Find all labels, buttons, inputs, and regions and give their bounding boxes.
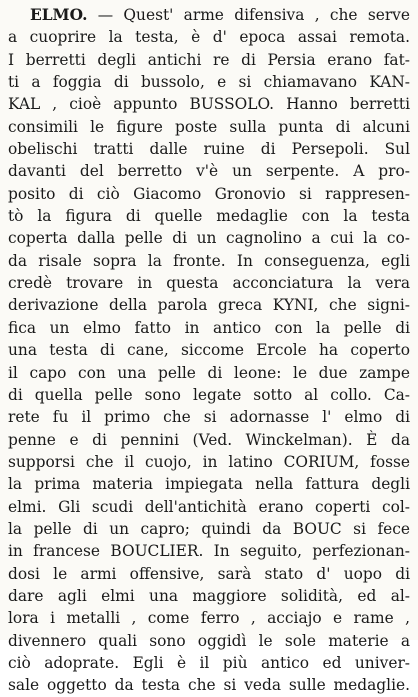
article-line: dosi le armi offensive, sarà stato d' uopo di [8,564,410,583]
article-line: davanti del berretto v'è un serpente. A pro- [8,162,410,181]
article-line: lora i metalli , come ferro , acciajo e rame , [8,609,410,628]
article-line: supporsi che il cuojo, in latino CORIUM, fosse [8,452,410,471]
article-line: posito di ciò Giacomo Gronovio si rappresen- [8,184,410,203]
article-line: fica un elmo fatto in antico con la pelle di [8,318,410,337]
article-headword: ELMO. [30,6,88,24]
article-line: di quella pelle sono legate sotto al collo. Ca- [8,385,410,404]
article-line: — Quest' arme difensiva , che serve [87,6,410,24]
article-line: obelischi tratti dalle ruine di Persepoli. Sul [8,140,410,159]
article-line: una testa di cane, siccome Ercole ha coperto [8,341,410,360]
article-line: KAL , cioè appunto BUSSOLO. Hanno berretti [8,95,410,114]
article-line: divennero quali sono oggidì le sole materie a [8,631,410,650]
article-line: derivazione della parola greca KYNI, che signi- [8,296,410,315]
article-line: ti a foggia di bussolo, e si chiamavano KAN- [8,73,410,92]
article-line: dare agli elmi una maggiore solidità, ed al- [8,586,410,605]
article-line: rete fu il primo che si adornasse l' elmo di [8,408,410,427]
article-line-first [8,4,410,26]
article-line: consimili le figure poste sulla punta di alcuni [8,117,410,136]
article-text [8,4,410,697]
article-line: la pelle di un capro; quindi da BOUC si fece [8,519,410,538]
article-line: credè trovare in questa acconciatura la vera [8,274,410,293]
article-line: sale oggetto da testa che si veda sulle medaglie. [8,676,410,695]
article-line: coperta dalla pelle di un cagnolino a cui la co- [8,229,410,248]
article-line: ciò adoprate. Egli è il più antico ed univer- [8,653,410,672]
article-line: la prima materia impiegata nella fattura degli [8,475,410,494]
article-line: elmi. Gli scudi dell'antichità erano coperti col- [8,497,410,516]
article-line: tò la figura di quelle medaglie con la testa [8,207,410,226]
article-line: penne e di pennini (Ved. Winckelman). È da [8,430,410,449]
article-line: I berretti degli antichi re di Persia erano fat- [8,50,410,69]
article-line: il capo con una pelle di leone: le due zampe [8,363,410,382]
article-line: in francese BOUCLIER. In seguito, perfezionan- [8,542,410,561]
article-line: a cuoprire la testa, è d' epoca assai remota. [8,28,410,47]
article-line: da risale sopra la fronte. In conseguenza, egli [8,251,410,270]
